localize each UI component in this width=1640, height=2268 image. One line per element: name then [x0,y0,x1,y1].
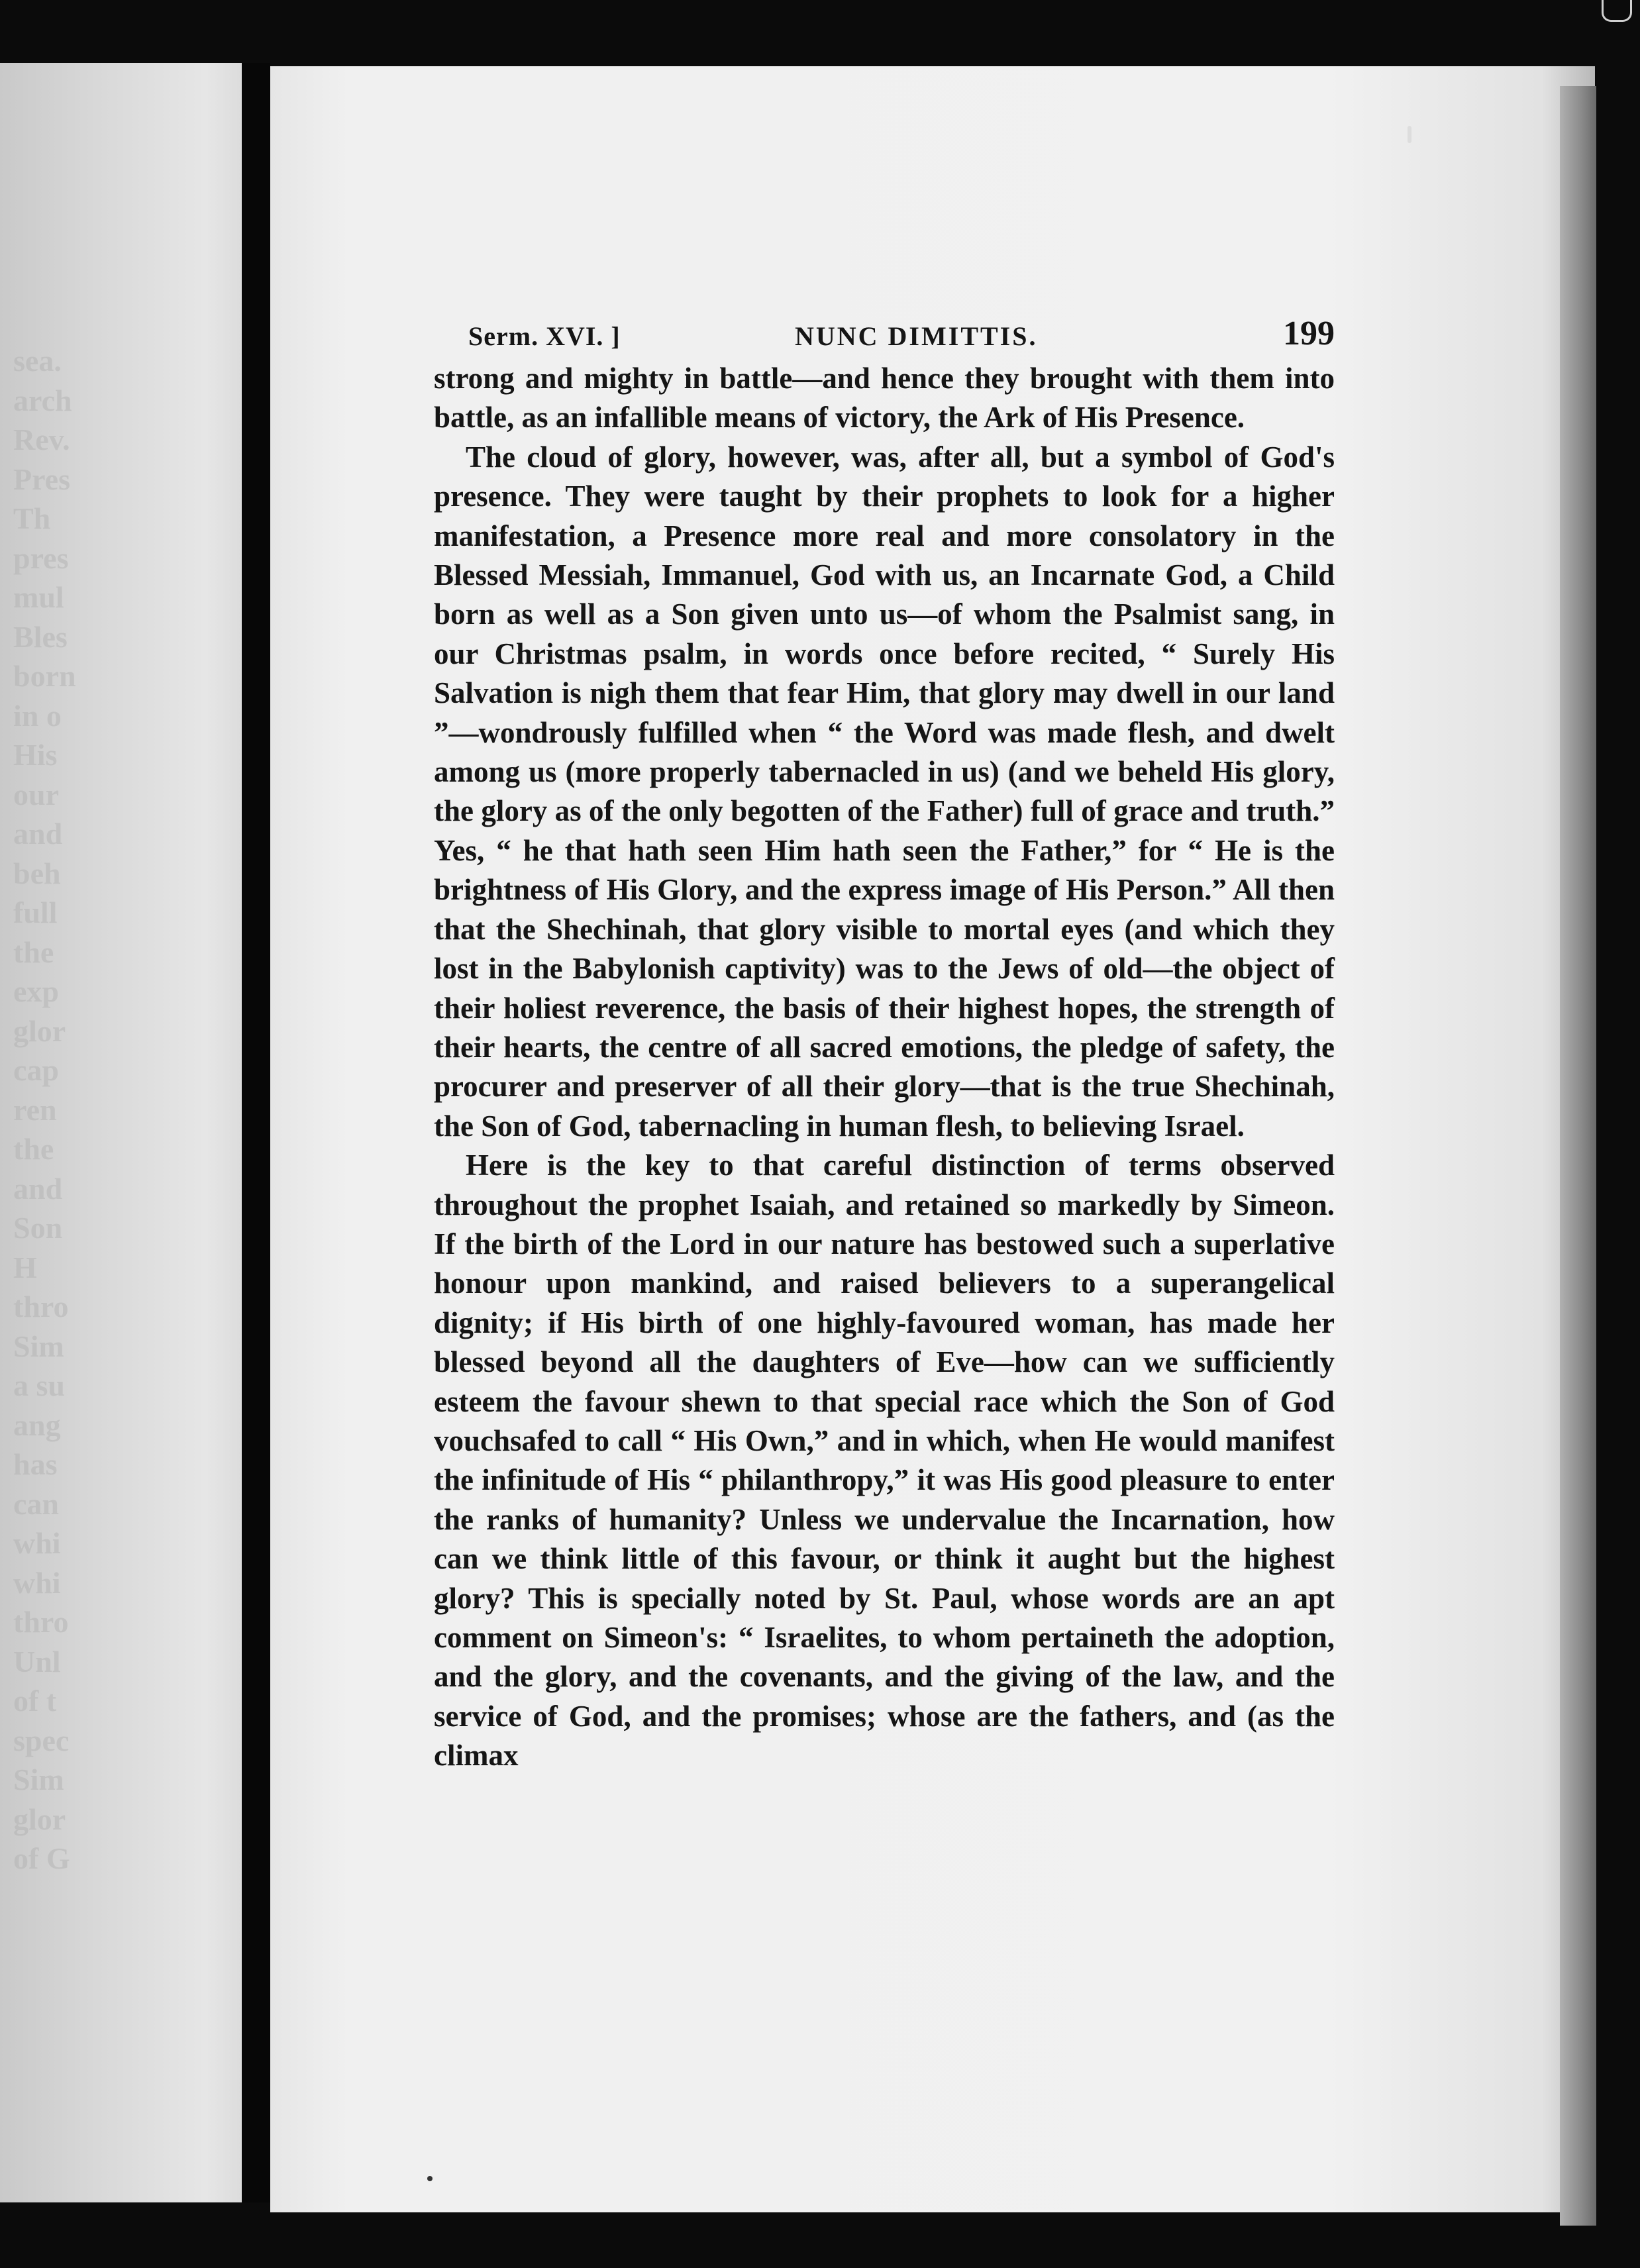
dust-speck [427,2176,433,2181]
paragraph: Here is the key to that careful distinction of terms observed throughout the prophet Isaiah, and retained so markedly by Simeon. If the birth of the Lord in our nature has bestowed such a superlative honour upon mankind, and raised believers to a superangelical dignity; if His birth of one highly-favoured woman, has made her blessed beyond all the daughters of Eve—how can we sufficiently esteem the favour shewn to that special race which the Son of God vouchsafed to call “ His Own,” and in which, when He would manifest the infinitude of His “ philanthropy,” it was His good pleasure to enter the ranks of humanity? Unless we undervalue the Incarnation, how can we think little of this favour, or think it aught but the highest glory? This is specially noted by St. Paul, whose words are an apt comment on Simeon's: “ Israelites, to whom pertaineth the adoption, and the glory, and the covenants, and the giving of the law, and the service of God, and the promises; whose are the fathers, and (as the climax [434,1149,1335,1773]
paragraph-continued: strong and mighty in battle—and hence they brought with them into battle, as an infallible means of victory, the Ark of His Presence. [434,362,1335,435]
running-head-sermon: Serm. XVI. ] [468,321,621,351]
scanner-corner-mark [1602,0,1632,22]
body-text [434,359,1335,1776]
paragraph: The cloud of glory, however, was, after all, but a symbol of God's presence. They were taught by their prophets to look for a higher manifestation, a Presence more real and more consolatory in the Blessed Messiah, Immanuel, God with us, an Incarnate God, a Child born as well as a Son given unto us—of whom the Psalmist sang, in our Christmas psalm, in words once before recited, “ Surely His Salvation is nigh them that fear Him, that glory may dwell in our land ”—wondrously fulfilled when “ the Word was made flesh, and dwelt among us (more properly tabernacled in us) (and we beheld His glory, the glory as of the only begotten of the Father) full of grace and truth.” Yes, “ he that hath seen Him hath seen the Father,” for “ He is the brightness of His Glory, and the express image of His Person.” All then that the Shechinah, that glory visible to mortal eyes (and which they lost in the Babylonish captivity) was to the Jews of old—the object of their holiest reverence, the basis of their highest hopes, the strength of their hearts, the centre of all sacred emotions, the pledge of safety, the procurer and preserver of all their glory—that is the true Shechinah, the Son of God, tabernacling in human flesh, to believing Israel. [434,440,1335,1143]
page-number: 199 [1283,315,1335,352]
facing-page [0,63,242,2202]
running-head-title: NUNC DIMITTIS. [795,321,1038,351]
facing-page-bleed-text: sea. arch Rev. Pres Th pres mul Bles born in o His our and beh full the exp glor cap ren the and Son H thro Sim a su ang has can whi whi thro Unl of t spec Sim glor of G [13,344,76,1875]
page-text-block [434,306,1335,1776]
dust-speck [1408,126,1411,143]
page-edge-shadow [1560,86,1596,2226]
book-gutter [242,63,270,2202]
running-head [434,306,1335,359]
